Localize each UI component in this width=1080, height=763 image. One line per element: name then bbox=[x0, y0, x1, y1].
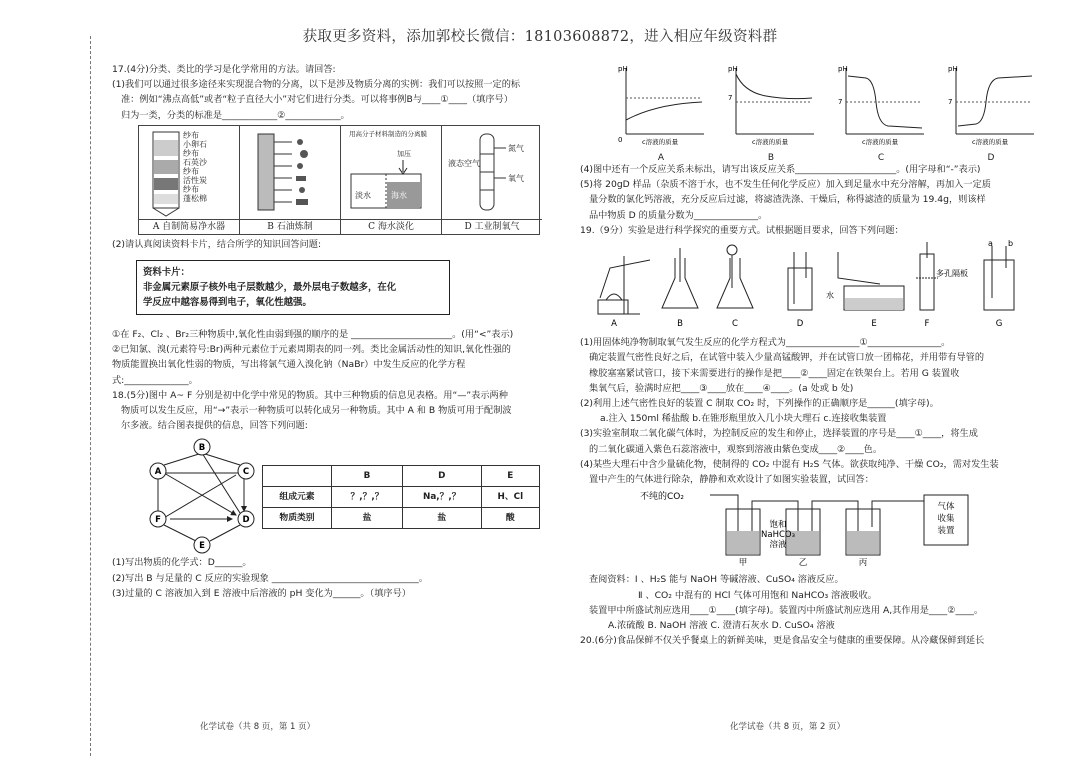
label-d-0: 液态空气 bbox=[448, 158, 480, 168]
q18-line3: 尔多液。结合图表提供的信息，回答下列问题: bbox=[121, 420, 308, 432]
label-a-0: 纱布 bbox=[183, 130, 199, 140]
q17-2b-line3: 式:______________。 bbox=[112, 374, 198, 386]
q18-figure-area bbox=[112, 433, 552, 555]
ph-curve-d bbox=[946, 62, 1036, 146]
table-cell: 组成元素 bbox=[263, 487, 332, 508]
wash-box-2: 收集 bbox=[937, 514, 955, 525]
q19-2-line2: a.注入 150ml 稀盐酸 b.在锥形瓶里放入几小块大理石 c.连接收集装置 bbox=[600, 413, 887, 425]
wash-mid-label-2: NaHCO₃ bbox=[761, 530, 795, 541]
apparatus-label-d: D bbox=[796, 319, 804, 330]
label-a-4: 纱布 bbox=[183, 166, 199, 176]
figure-water-purifier bbox=[139, 126, 240, 234]
ph-curve-b bbox=[726, 62, 816, 146]
ph-label-d: D bbox=[987, 153, 995, 164]
ph-graph-c bbox=[836, 62, 926, 164]
q17-2b-line2: 物质能置换出氧化性弱的物质，写出将氯气通入溴化钠（NaBr）中发生反应的化学方程 bbox=[112, 359, 466, 371]
ph-seven-label: 7 bbox=[948, 98, 953, 106]
q18-2: (2)写出 B 与足量的 C 反应的实验现象 ________________________________。 bbox=[112, 572, 428, 584]
note-porous-plate: 多孔隔板 bbox=[936, 269, 968, 279]
distillation-tower-drawing bbox=[240, 126, 340, 220]
node-e: E bbox=[199, 541, 205, 552]
node-c: C bbox=[242, 467, 250, 478]
wash-box-3: 装置 bbox=[937, 526, 955, 537]
label-a-7: 蓬松棉 bbox=[183, 193, 207, 203]
q19-2-line1: (2)利用上述气密性良好的装置 C 制取 CO₂ 时，下列操作的正确顺序是______(填字母)。 bbox=[580, 398, 939, 410]
washing-bottles-figure bbox=[580, 487, 1035, 567]
ph-graphs bbox=[616, 62, 1035, 162]
apparatus-label-c: C bbox=[732, 319, 738, 330]
caption-b: B 石油炼制 bbox=[240, 219, 340, 234]
desalination-drawing bbox=[341, 126, 441, 220]
ph-label-b: B bbox=[767, 153, 775, 164]
ph-graph-a bbox=[616, 62, 706, 164]
binding-margin-line bbox=[90, 36, 91, 756]
info-line2: Ⅱ 、CO₂ 中混有的 HCl 气体可用饱和 NaHCO₃ 溶液吸收。 bbox=[638, 589, 877, 601]
substance-table bbox=[262, 465, 540, 529]
q19-1-line2: 确定装置气密性良好之后，在试管中装入少量高锰酸钾，并在试管口放一团棉花，并用带有导管的 bbox=[589, 352, 985, 364]
figure-oil-refining bbox=[240, 126, 341, 234]
q18-5-line1: (5)将 20gD 样品（杂质不溶于水，也不发生任何化学反应）加入到足量水中充分溶解，再加入一定质 bbox=[580, 179, 991, 191]
ph-axis-label: pH bbox=[948, 65, 958, 73]
note-water: 水 bbox=[826, 291, 834, 301]
table-cell: H、Cl bbox=[481, 487, 539, 508]
q18-3: (3)过量的 C 溶液加入到 E 溶液中后溶液的 pH 变化为______。（填序号） bbox=[112, 587, 411, 599]
table-cell: Na,？,？ bbox=[402, 487, 481, 508]
ph-x-label: c溶液的质量 bbox=[642, 138, 679, 146]
node-f: F bbox=[155, 515, 161, 526]
ph-label-a: A bbox=[657, 153, 665, 164]
caption-a: A 自制简易净水器 bbox=[139, 219, 239, 234]
note-a: a bbox=[988, 239, 993, 249]
card-line1: 非金属元素原子核外电子层数越少，最外层电子数越多，在化 bbox=[143, 282, 397, 294]
label-a-2: 纱布 bbox=[183, 148, 199, 158]
top-banner: 获取更多资料，添加郭校长微信：18103608872，进入相应年级资料群 bbox=[302, 29, 778, 45]
separation-figures bbox=[138, 125, 540, 235]
q19-3-line2: 的二氧化碳通入紫色石蕊溶液中，观察到溶液由紫色变成____②____色。 bbox=[589, 443, 883, 455]
q17-part1-line3: 归为一类，分类的标准是____________②____________。 bbox=[121, 109, 350, 121]
apparatus-figure bbox=[580, 238, 1035, 330]
table-cell: 盐 bbox=[402, 508, 481, 529]
node-d: D bbox=[242, 515, 250, 526]
label-a-1: 小卵石 bbox=[183, 139, 207, 149]
figure-oxygen-production bbox=[442, 126, 542, 234]
ph-zero-label: 0 bbox=[618, 136, 623, 144]
table-row bbox=[263, 508, 540, 529]
wash-input-label: 不纯的CO₂ bbox=[640, 492, 684, 503]
node-a: A bbox=[154, 467, 162, 478]
q19-4-line1: (4)某些大理石中含少量硫化物，使制得的 CO₂ 中混有 H₂S 气体。欲获取纯净、干燥 CO₂，需对发生装 bbox=[580, 458, 999, 470]
wash-mid-label-1: 饱和 bbox=[769, 520, 787, 531]
label-a-3: 石英沙 bbox=[183, 157, 207, 167]
table-cell: ？,？,？ bbox=[332, 487, 403, 508]
table-cell: 物质类别 bbox=[263, 508, 332, 529]
bottle-yi: 乙 bbox=[798, 558, 808, 568]
q19-4-line2: 置中产生的气体进行除杂，静静和欢欢设计了如图实验装置，试回答： bbox=[589, 474, 874, 486]
bottle-jia: 甲 bbox=[738, 558, 748, 568]
table-header-row bbox=[263, 466, 540, 487]
ph-seven-label: 7 bbox=[728, 94, 733, 102]
label-a-5: 活性炭 bbox=[183, 175, 207, 185]
label-c-2: 淡水 bbox=[355, 190, 371, 200]
ph-curve-a bbox=[616, 62, 706, 146]
q19-1-line1: (1)用固体纯净物制取氧气发生反应的化学方程式为________________①________________。 bbox=[580, 337, 951, 349]
q17-part1-line2: 准：例如“沸点高低”或者“粒子直径大小”对它们进行分类。可以将事例B与____①____（填序号） bbox=[121, 94, 513, 106]
q18-line1: 18.(5分)图中 A~ F 分别是初中化学中常见的物质。其中三种物质的信息见表格。用“—”表示两种 bbox=[112, 389, 508, 401]
q17-2b-line1: ②已知氯、溴(元素符号:Br)两种元素位于元素周期表的同一列。类比金属活动性的知识,氧化性强的 bbox=[112, 344, 511, 356]
ph-seven-label: 7 bbox=[838, 98, 843, 106]
ph-label-c: C bbox=[877, 153, 885, 164]
q20-title: 20.(6分)食品保鲜不仅关乎餐桌上的新鲜美味，更是食品安全与健康的重要保障。从冷藏保鲜到延长 bbox=[580, 635, 985, 647]
q17-part2: (2)请认真阅读资料卡片，结合所学的知识回答问题: bbox=[112, 238, 322, 250]
label-c-3: 海水 bbox=[391, 190, 407, 200]
label-d-2: 氧气 bbox=[508, 173, 524, 183]
q18-line2: 物质可以发生反应，用“→”表示一种物质可以转化成另一种物质。其中 A 和 B 物质可用于配制波 bbox=[121, 405, 512, 417]
bottle-bing: 丙 bbox=[858, 558, 868, 568]
left-column bbox=[112, 62, 552, 601]
label-a-6: 纱布 bbox=[183, 184, 199, 194]
q18-5-line3: 品中物质 D 的质量分数为______________。 bbox=[589, 209, 768, 221]
ph-graph-d bbox=[946, 62, 1036, 164]
q17-2a: ①在 F₂、Cl₂ 、Br₂三种物质中,氧化性由弱到强的顺序的是 ______________________。(用“<”表示) bbox=[112, 329, 514, 341]
table-header-cell: E bbox=[481, 466, 539, 487]
wash-mid-label-3: 溶液 bbox=[769, 540, 787, 551]
q19-title: 19.（9分）实验是进行科学探究的重要方式。试根据题目要求，回答下列问题： bbox=[580, 224, 904, 236]
apparatus-label-b: B bbox=[677, 319, 683, 330]
q19-1-line3: 橡胶塞塞紧试管口，接下来需要进行的操作是把____②____固定在铁架台上。若用 G 装置收 bbox=[589, 367, 960, 379]
table-header-cell: B bbox=[332, 466, 403, 487]
ph-axis-label: pH bbox=[728, 65, 738, 73]
figure-desalination bbox=[341, 126, 442, 234]
ph-x-label: c溶液的质量 bbox=[752, 138, 789, 146]
table-header-cell bbox=[263, 466, 332, 487]
label-c-1: 加压 bbox=[397, 149, 411, 158]
ph-axis-label: pH bbox=[838, 65, 848, 73]
ph-x-label: c溶液的质量 bbox=[862, 138, 899, 146]
table-cell: 酸 bbox=[481, 508, 539, 529]
q17-part1-line1: (1)我们可以通过很多途径来实现混合物的分离，以下是涉及物质分离的实例：我们可以按照一定的标 bbox=[112, 79, 521, 91]
q19-1-line4: 集氧气后，验满时应把____③____放在____④____。(a 处或 b 处) bbox=[589, 382, 854, 394]
note-b: b bbox=[1008, 239, 1014, 249]
q18-5-line2: 量分数的氯化钙溶液，充分反应后过滤，将滤渣洗涤、干燥后，称得滤渣的质量为 19.4g，则该样 bbox=[589, 194, 986, 206]
table-header-cell: D bbox=[402, 466, 481, 487]
table-cell: 盐 bbox=[332, 508, 403, 529]
apparatus-label-a: A bbox=[611, 319, 617, 330]
footer-page2: 化学试卷（共 8 页，第 2 页） bbox=[730, 722, 846, 732]
apparatus-label-f: F bbox=[924, 319, 930, 330]
table-row bbox=[263, 487, 540, 508]
ph-graph-b bbox=[726, 62, 816, 164]
caption-d: D 工业制氧气 bbox=[442, 219, 542, 234]
q17-title: 17.(4分)分类、类比的学习是化学常用的方法。请回答: bbox=[112, 64, 336, 75]
ph-x-label: c溶液的质量 bbox=[972, 138, 1009, 146]
q19-3-line1: (3)实验室制取二氧化碳气体时，为控制反应的发生和停止，选择装置的序号是____①____，将生成 bbox=[580, 428, 978, 440]
q19-4-line3: 装置甲中所盛试剂应选用____①____(填字母)。装置丙中所盛试剂应选用 A,其作用是____②____。 bbox=[589, 604, 984, 616]
ph-axis-label: pH bbox=[618, 65, 628, 73]
info-line1: 查阅资料：Ⅰ 、H₂S 能与 NaOH 等碱溶液、CuSO₄ 溶液反应。 bbox=[589, 574, 844, 586]
right-column bbox=[580, 62, 1035, 648]
caption-c: C 海水淡化 bbox=[341, 219, 441, 234]
label-d-1: 氮气 bbox=[508, 143, 524, 153]
node-b: B bbox=[198, 443, 206, 454]
relation-diagram bbox=[140, 433, 280, 555]
footer-page1: 化学试卷（共 8 页，第 1 页） bbox=[200, 722, 316, 732]
liquid-air-drawing bbox=[442, 126, 542, 220]
ph-curve-c bbox=[836, 62, 926, 146]
apparatus-label-g: G bbox=[995, 319, 1003, 330]
card-line2: 学反应中越容易得到电子，氧化性越强。 bbox=[143, 297, 312, 309]
q18-4: (4)图中还有一个反应关系未标出，请写出该反应关系______________________。(用字母和“-”表示) bbox=[580, 164, 981, 175]
label-c-0: 用高分子材料制造的分离膜 bbox=[349, 129, 427, 138]
info-card bbox=[136, 260, 450, 315]
water-purifier-drawing bbox=[139, 126, 239, 220]
apparatus-label-e: E bbox=[871, 319, 877, 330]
q19-4-options: A.浓硫酸 B. NaOH 溶液 C. 澄清石灰水 D. CuSO₄ 溶液 bbox=[608, 620, 835, 632]
wash-box-1: 气体 bbox=[937, 502, 955, 513]
card-title: 资料卡片： bbox=[143, 267, 190, 279]
q18-1: (1)写出物质的化学式：D______。 bbox=[112, 557, 252, 569]
